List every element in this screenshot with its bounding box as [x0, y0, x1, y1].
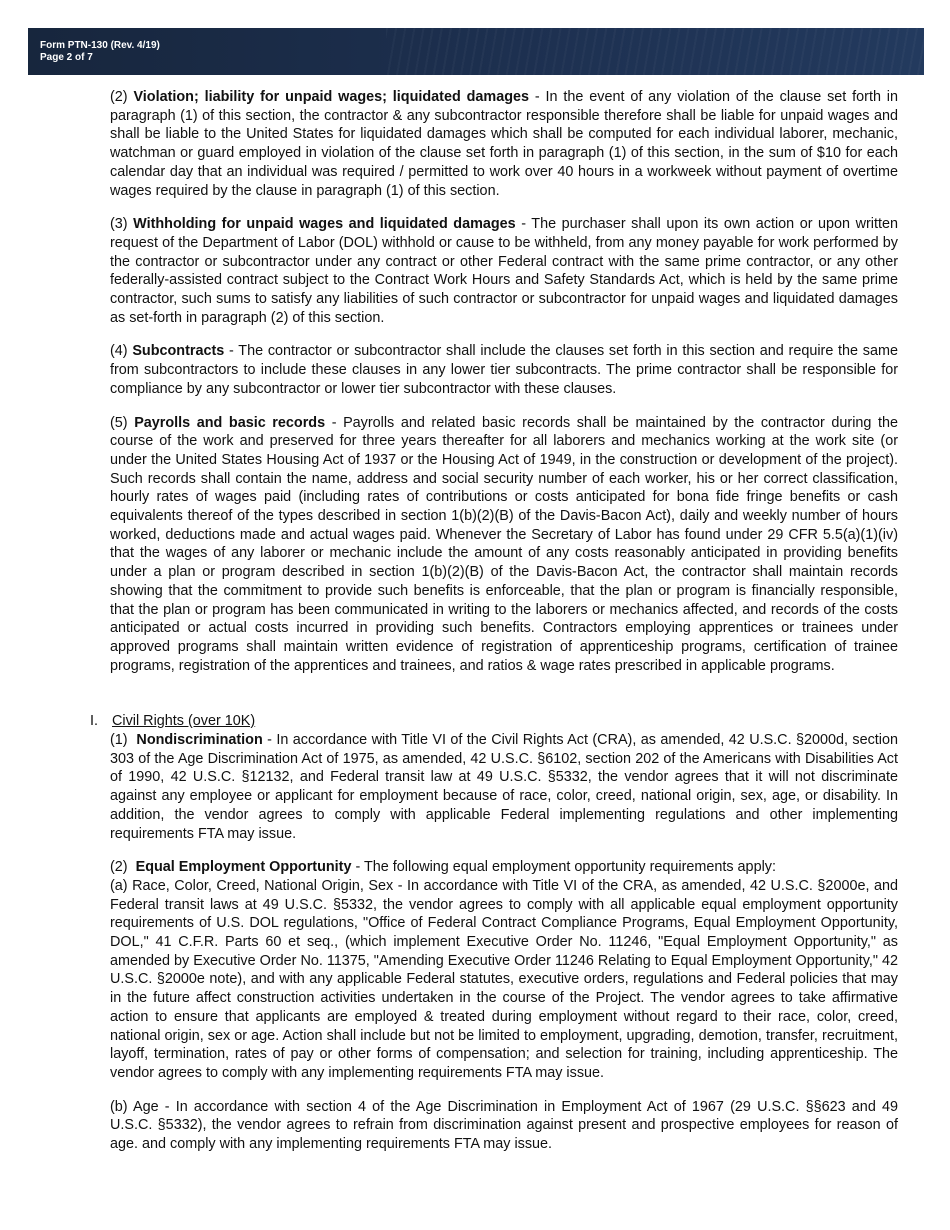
form-header-bar [28, 28, 924, 75]
header-text [40, 40, 160, 64]
clause-text: - The following equal employment opportunity requirements apply: [351, 859, 776, 876]
clause-text: - The purchaser shall upon its own action or upon written request of the Department of Labor (DOL) withhold or cause to be withheld, from any money payable for work performed by the contractor or subcontractor under any contract or other Federal contract with the same prime contractor, or any other federally-assisted contract subject to the Contract Work Hours and Safety Standards Act, which is held by the same prime contractor, such sums to satisfy any liabilities of such contractor or subcontractor for unpaid wages and liquidated damages as set-forth in paragraph (2) of this section. [110, 216, 898, 326]
clause-number: (5) [110, 414, 128, 431]
header-decoration [386, 28, 924, 75]
clause-title: Withholding for unpaid wages and liquidated damages [133, 216, 516, 233]
clause-text: - In the event of any violation of the clause set forth in paragraph (1) of this section, the contractor & any subcontractor responsible therefore shall be liable for unpaid wages and shall be liable to the United States for liquidated damages which shall be computed for each individual laborer, mechanic, watchman or guard employed in violation of the clause set forth in paragraph (1) of this section, in the sum of $10 for each calendar day that an individual was required / permitted to work over 40 hours in a workweek without payment of overtime wages required by the clause in paragraph (1) of this section. [110, 89, 899, 199]
clause-title: Equal Employment Opportunity [135, 859, 352, 876]
clause-title: Subcontracts [132, 343, 225, 360]
clause-title: Nondiscrimination [136, 732, 263, 748]
clause-title: Violation; liability for unpaid wages; liquidated damages [133, 89, 529, 105]
clause-eeo [110, 858, 898, 877]
clause-number: (2) [110, 89, 128, 105]
clause-number: (4) [110, 343, 128, 360]
clause-text: - Payrolls and related basic records shall be maintained by the contractor during the course of the work and preserved for three years thereafter for all laborers and mechanics working at the work site (or under the United States Housing Act of 1937 or the Housing Act of 1949, in the construction or development of the project). Such records shall contain the name, address and social security number of each worker, his or her correct classification, hourly rates of wages paid (including rates of contributions or costs anticipated for bona fide fringe benefits or cash equivalents thereof of the types described in section 1(b)(2)(B) of the Davis-Bacon Act), daily and weekly number of hours worked, deductions made and actual wages paid. Whenever the Secretary of Labor has found under 29 CFR 5.5(a)(1)(iv) that the wages of any laborer or mechanic include the amount of any costs reasonably anticipated in providing benefits under a plan or program described in section 1(b)(2)(B) of the Davis-Bacon Act, the contractor shall maintain records showing that the commitment to provide such benefits is enforceable, that the plan or program is financially responsible, that the plan or program has been communicated in writing to the laborers or mechanics affected, and records of the costs anticipated or actual costs incurred in providing such benefits. Contractors employing apprentices or trainees under approved programs shall maintain written evidence of registration of apprenticeship programs, certification of trainee programs, registration of the apprentices and trainees, and ratios & wage rates prescribed in applicable programs. [110, 414, 899, 674]
section-title: Civil Rights (over 10K) [112, 713, 256, 729]
clause-nondiscrimination [110, 731, 898, 843]
section-i-body [110, 731, 898, 1169]
clause-number: (3) [110, 216, 128, 233]
clause-subcontracts [110, 342, 898, 398]
clause-text: - The contractor or subcontractor shall include the clauses set forth in this section and require the same from subcontractors to include these clauses in any lower tier subcontracts. The prime contractor shall be responsible for compliance by any subcontractor or lower tier subcontractor with these clauses. [110, 343, 898, 397]
page-number: Page 2 of 7 [40, 52, 93, 63]
clause-payrolls [110, 414, 898, 676]
clause-violation [110, 88, 898, 200]
clause-number: (1) [110, 732, 128, 748]
section-letter: I. [90, 713, 98, 729]
clause-eeo-b: (b) Age - In accordance with section 4 of the Age Discrimination in Employment Act of 1967 (29 U.S.C. §§623 and 49 U.S.C. §5332), the vendor agrees to refrain from discrimination against present and prospective employees for reason of age. and comply with any implementing requirements FTA may issue. [110, 1098, 898, 1153]
clause-withholding [110, 215, 898, 327]
section-i-heading [90, 712, 898, 731]
clause-text: - In accordance with Title VI of the Civil Rights Act (CRA), as amended, 42 U.S.C. §2000d, section 303 of the Age Discrimination Act of 1975, as amended, 42 U.S.C. §6102, section 202 of the Americans with Disabilities Act of 1990, 42 U.S.C. §12132, and Federal transit law at 49 U.S.C. §5332, the vendor agrees that it will not discriminate against any employee or applicant for employment because of race, color, creed, national origin, sex, age, or disability. In addition, the vendor agrees to comply with applicable Federal implementing regulations and other implementing requirements FTA may issue. [110, 732, 899, 842]
clauses-block [110, 88, 898, 690]
form-id: Form PTN-130 (Rev. 4/19) [40, 40, 160, 51]
clause-title: Payrolls and basic records [134, 414, 326, 431]
clause-eeo-a: (a) Race, Color, Creed, National Origin, Sex - In accordance with Title VI of the CRA, as amended, 42 U.S.C. §2000e, and Federal transit laws at 49 U.S.C. §5332, the vendor agrees to comply with all applicable equal employment opportunity requirements of U.S. DOL regulations, "Office of Federal Contract Compliance Programs, Equal Employment Opportunity, DOL," 41 C.F.R. Parts 60 et seq., (which implement Executive Order No. 11246, "Equal Employment Opportunity," as amended by Executive Order No. 11375, "Amending Executive Order 11246 Relating to Equal Employment Opportunity," 42 U.S.C. §2000e note), and with any applicable Federal statutes, executive orders, regulations and Federal policies that may in the future affect construction activities undertaken in the course of the Project. The vendor agrees to take affirmative action to ensure that applicants are employed & treated during employment without regard to their race, color, creed, national origin, sex or age. Action shall include but not be limited to employment, upgrading, demotion, transfer, recruitment, layoff, termination, rates of pay or other forms of compensation; and selection for training, including apprenticeship. The vendor agrees to comply with any implementing requirements FTA may issue. [110, 877, 898, 1081]
clause-number: (2) [110, 859, 128, 876]
